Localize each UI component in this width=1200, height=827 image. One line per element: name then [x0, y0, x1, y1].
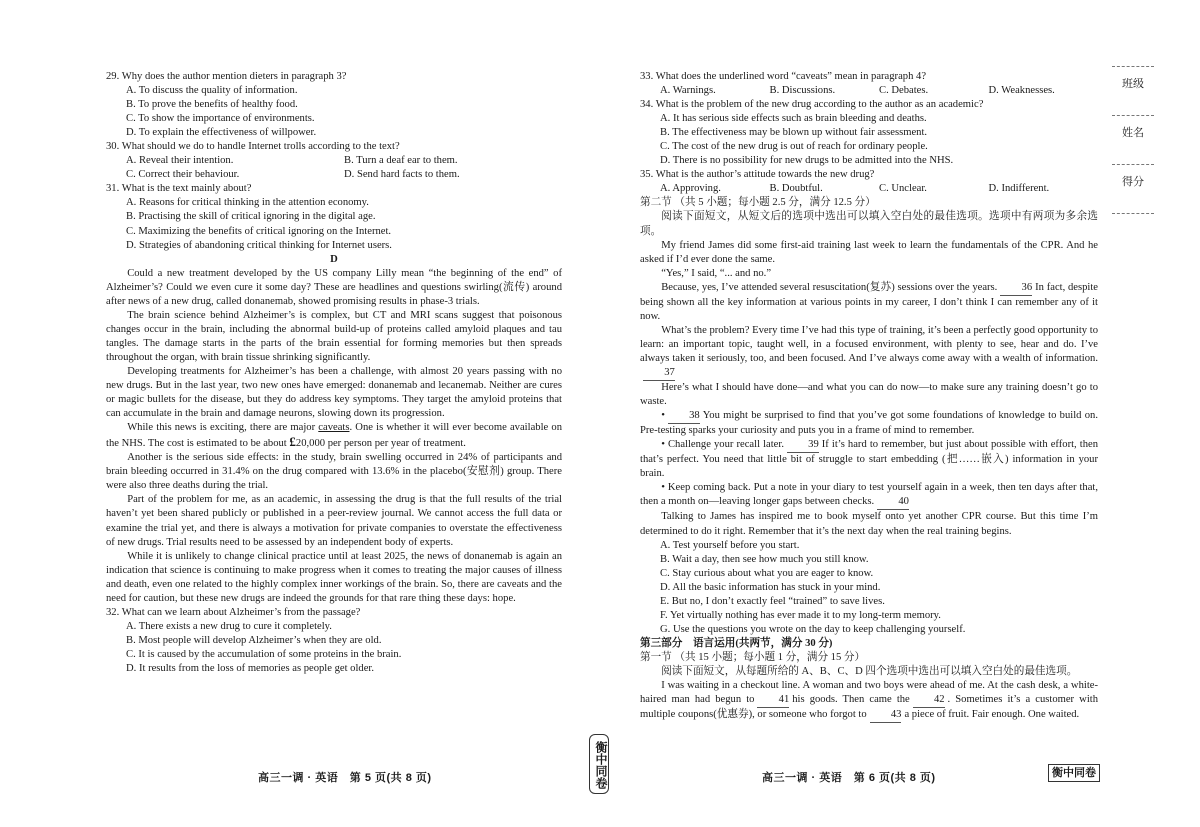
option: A. Warnings. [660, 85, 716, 97]
section-instruction: 阅读下面短文，从短文后的选项中选出可以填入空白处的最佳选项。选项中有两项为多余选项。 [640, 211, 1098, 237]
option: B. Turn a deaf ear to them. [344, 155, 458, 167]
page-footer-left: 高三一调 · 英语 第 5 页(共 8 页) [258, 772, 432, 784]
option: B. Discussions. [769, 85, 836, 97]
option: B. Most people will develop Alzheimer’s when they are old. [126, 634, 382, 646]
option: B. To prove the benefits of healthy food. [126, 99, 298, 111]
option: B. Practising the skill of critical ignoring in the digital age. [126, 211, 376, 223]
question-30 [106, 140, 562, 182]
option: A. Reasons for critical thinking in the attention economy. [126, 197, 369, 209]
question-stem: 33. What does the underlined word “caveats” mean in paragraph 4? [640, 71, 927, 82]
option-row [660, 182, 1098, 196]
option: D. Send hard facts to them. [344, 169, 460, 181]
option: C. To show the importance of environments. [126, 113, 315, 125]
left-column [106, 70, 562, 676]
blank-39: 39 [787, 438, 819, 453]
choice: C. Stay curious about what you are eager to know. [660, 567, 874, 579]
choice: A. Test yourself before you start. [660, 539, 800, 551]
right-seal-stamp: 衡中同卷 [1048, 764, 1100, 782]
option: D. Strategies of abandoning critical thinking for Internet users. [126, 239, 392, 251]
option: D. To explain the effectiveness of willpower. [126, 127, 317, 139]
option: D. There is no possibility for new drugs to be admitted into the NHS. [660, 155, 954, 167]
center-seal-stamp: 衡中同卷 [589, 734, 609, 794]
side-info-panel [1112, 66, 1154, 212]
option: C. Correct their behaviour. [126, 169, 240, 181]
blank-43: 43 [870, 708, 902, 723]
option: C. Unclear. [879, 183, 927, 195]
choice: B. Wait a day, then see how much you still know. [660, 553, 869, 565]
blank-36: 36 [1000, 281, 1032, 296]
question-35 [640, 168, 1098, 196]
blank-37: 37 [643, 366, 675, 381]
text-run: 20,000 per person per year of treatment. [295, 438, 466, 450]
text-run: • Keep coming back. Put a note in your diary to test yourself again in a week, then ten days after that, then a month on—leaving longer gaps between checks. [640, 482, 1098, 508]
section-2-heading: 第二节 （共 5 小题；每小题 2.5 分，满分 12.5 分） [640, 197, 876, 209]
option: A. Approving. [660, 183, 721, 195]
option-row [660, 84, 1098, 98]
passage-paragraph [640, 324, 1098, 381]
text-run: • Challenge your recall later. [661, 439, 784, 451]
choice: F. Yet virtually nothing has ever made it to my long-term memory. [660, 609, 941, 621]
passage-paragraph: Here’s what I should have done—and what you can do now—to make sure any training doesn’t go to waste. [640, 382, 1098, 408]
text-run: If it’s hard to remember, but just about possible with effort, then that’s perfect. You need that little bit of struggle to start embedding (把……嵌入) information in your brain. [640, 439, 1099, 480]
section-instruction: 阅读下面短文，从每题所给的 A、B、C、D 四个选项中选出可以填入空白处的最佳选项。 [661, 665, 1078, 677]
pound-sign: £ [289, 434, 296, 450]
option: B. The effectiveness may be blown up without fair assessment. [660, 127, 928, 139]
option-row [126, 154, 562, 168]
passage-paragraph [640, 281, 1098, 324]
option: B. Doubtful. [769, 183, 823, 195]
passage-paragraph: Could a new treatment developed by the US company Lilly mean “the beginning of the end” of Alzheimer’s? Could we even cure it some day? These are headlines and questions swirling(流传) around after news of a new drug, called donanemab, showed promising results in phase-3 trials. [106, 267, 562, 307]
text-run: In fact, despite being shown all the key information at various points in my career, I don’t think I can remember any of it now. [640, 281, 1099, 322]
text-run: While this news is exciting, there are major [127, 422, 319, 434]
cloze-paragraph [640, 679, 1098, 723]
option: A. Reveal their intention. [126, 155, 234, 167]
option: C. The cost of the new drug is out of reach for ordinary people. [660, 141, 928, 153]
text-run: I was waiting in a checkout line. A woman and two boys were ahead of me. At the cash desk, a white-haired man had begun to [640, 680, 1098, 706]
passage-paragraph: Talking to James has inspired me to book myself onto yet another CPR course. But this time I’m determined to do it right. Remember that it’s the next day when the real training begins. [640, 511, 1098, 537]
question-stem: 31. What is the text mainly about? [106, 183, 252, 195]
text-run: . Sometimes it’s a customer with multiple coupons(优惠券), or someone who forgot to [640, 694, 1099, 721]
passage-paragraph: Developing treatments for Alzheimer’s has been a challenge, with almost 20 years passing with no new drugs. But in the last year, two new ones have emerged: donanemab and lecanemab. Neither are cures or magic bullets for the disease, but they do address key symptoms. They target the amyloid proteins that can accumulate in the brain and damage neurons, slowing down its progression. [106, 365, 562, 420]
right-column [640, 70, 1098, 723]
blank-38: 38 [668, 409, 700, 424]
question-34 [640, 98, 1098, 168]
text-run: a piece of fruit. Fair enough. One waited. [904, 709, 1080, 721]
section-d-heading: D [330, 253, 338, 265]
question-stem: 35. What is the author’s attitude towards the new drug? [640, 169, 875, 181]
question-31 [106, 182, 562, 252]
passage-paragraph: Part of the problem for me, as an academic, in assessing the drug is that the full results of the trial haven’t yet been shared publicly or published in a peer-review journal. We cannot access the full data or examine the trial yet, and there is always a motivation for private companies to overstate the effectiveness of new drugs. Trial results need to be assessed by an independent body of experts. [106, 494, 562, 548]
passage-paragraph: While it is unlikely to change clinical practice until at least 2025, the news of donanemab is again an indication that science is continuing to make progress when it comes to treating the major causes of illness and death, even one related to the highly complex inner workings of the brain. So, there are caveats and the need for caution, but these new drugs are indeed the grounds for that rare thing these days: hope. [106, 550, 562, 604]
blank-40: 40 [877, 495, 909, 510]
part-3-heading: 第三部分 语言运用(共两节，满分 30 分) [640, 637, 833, 649]
passage-paragraph [106, 421, 562, 451]
section-1-heading: 第一节 （共 15 小题；每小题 1 分，满分 15 分） [640, 651, 866, 663]
option-row [126, 168, 562, 182]
question-stem: 32. What can we learn about Alzheimer’s from the passage? [106, 606, 361, 618]
passage-paragraph [640, 409, 1098, 438]
text-run: You might be surprised to find that you’ve got some foundations of knowledge to build on. Pre-testing sparks your curiosity and puts you in a frame of mind to remember. [640, 410, 1098, 437]
class-field[interactable]: 班级 [1112, 66, 1154, 116]
option: D. Weaknesses. [988, 85, 1055, 97]
passage-paragraph [640, 438, 1098, 481]
question-29 [106, 70, 562, 140]
score-field[interactable]: 得分 [1112, 165, 1154, 214]
text-run: . One is whether it will ever become available on the NHS. The cost is estimated to be about [106, 422, 562, 450]
option: C. Maximizing the benefits of critical ignoring on the Internet. [126, 225, 392, 237]
passage-paragraph: Another is the serious side effects: in the study, brain swelling occurred in 24% of participants and brain bleeding occurred in 31.4% on the drug compared with 13.6% in the placebo(安慰剂) group. There were also three deaths during the trial. [106, 452, 562, 492]
passage-paragraph: My friend James did some first-aid training last week to learn the fundamentals of the CPR. And he asked if I’d ever done the same. [640, 239, 1098, 265]
question-32 [106, 606, 562, 676]
option: D. It results from the loss of memories as people get older. [126, 662, 375, 674]
option: A. There exists a new drug to cure it completely. [126, 620, 332, 632]
choice: E. But no, I don’t exactly feel “trained” to save lives. [660, 595, 885, 607]
option: C. Debates. [879, 85, 929, 97]
blank-42: 42 [913, 693, 945, 708]
option: C. It is caused by the accumulation of some proteins in the brain. [126, 648, 402, 660]
bullet: • [661, 410, 665, 422]
option: D. Indifferent. [988, 183, 1050, 195]
text-run: What’s the problem? Every time I’ve had this type of training, it’s been a perfectly good opportunity to learn: an important topic, taught well, in a focused environment, with plenty to see, hear and do. I’ve always taken it seriously, too, and been focused. And I’ve always come away with a wealth of information. [640, 324, 1098, 364]
question-33 [640, 70, 1098, 98]
option: A. It has serious side effects such as brain bleeding and deaths. [660, 113, 927, 125]
option: A. To discuss the quality of information. [126, 85, 298, 97]
question-stem: 34. What is the problem of the new drug according to the author as an academic? [640, 99, 984, 111]
blank-41: 41 [757, 693, 789, 708]
underlined-word: caveats [318, 422, 350, 434]
question-stem: 29. Why does the author mention dieters in paragraph 3? [106, 71, 347, 82]
choice-list [640, 539, 1098, 637]
text-run: his goods. Then came the [792, 694, 910, 706]
name-field[interactable]: 姓名 [1112, 116, 1154, 165]
choice: G. Use the questions you wrote on the day to keep challenging yourself. [660, 623, 966, 635]
passage-paragraph: The brain science behind Alzheimer’s is complex, but CT and MRI scans suggest that poisonous changes occur in the brain, including the abnormal build-up of proteins called amyloid plaques and tau tangles. The damage starts in the parts of the brain essential for forming memories but then spreads throughout the organ, with brain tissue shrinking significantly. [106, 309, 562, 363]
question-stem: 30. What should we do to handle Internet trolls according to the text? [106, 141, 400, 153]
text-run: Because, yes, I’ve attended several resuscitation(复苏) sessions over the years. [661, 281, 998, 293]
choice: D. All the basic information has stuck in your mind. [660, 581, 881, 593]
passage-paragraph: “Yes,” I said, “... and no.” [661, 267, 772, 279]
page-footer-right: 高三一调 · 英语 第 6 页(共 8 页) [762, 772, 936, 784]
passage-paragraph [640, 481, 1098, 510]
